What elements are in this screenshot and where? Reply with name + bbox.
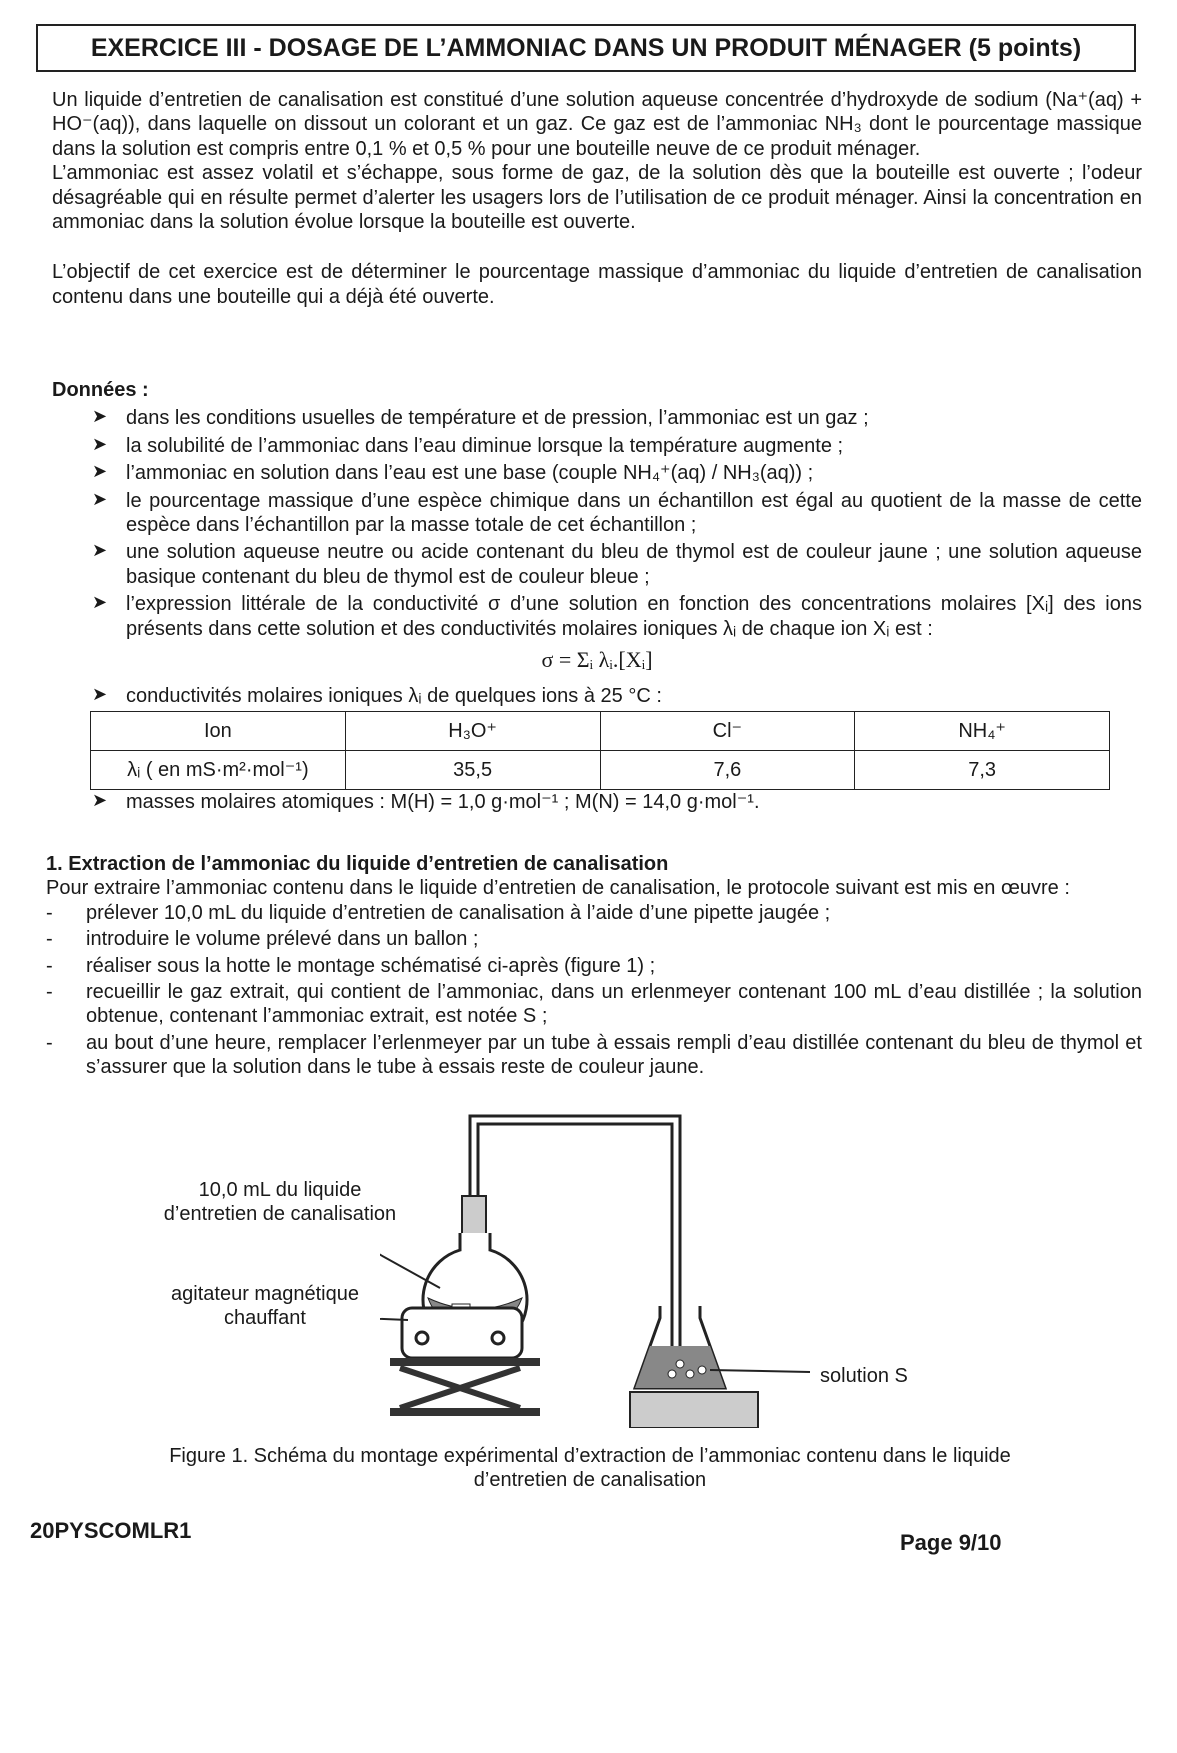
exercise-title: EXERCICE III - DOSAGE DE L’AMMONIAC DANS UN PRODUIT MÉNAGER (5 points): [36, 24, 1136, 72]
table-intro-list: [88, 684, 1142, 708]
exam-code: 20PYSCOMLR1: [30, 1518, 192, 1543]
arrow-bullet-icon: ➤: [92, 488, 108, 509]
table-header-row: [91, 712, 1110, 751]
arrow-bullet-icon: ➤: [92, 540, 108, 561]
table-header-cell: NH₄⁺: [855, 712, 1110, 751]
table-row: [91, 751, 1110, 790]
stirrer-knob: [416, 1332, 428, 1344]
masses-list: [88, 790, 1142, 814]
arrow-bullet-icon: ➤: [92, 461, 108, 482]
donnees-list: [88, 406, 1142, 641]
lab-jack-scissor: [400, 1368, 520, 1408]
dash-bullet: -: [46, 928, 53, 951]
intro-paragraph-3: L’objectif de cet exercice est de déterminer le pourcentage massique d’ammoniac du liquide d’entretien de canalisation contenu dans une bouteille qui a déjà été ouverte.: [52, 261, 1142, 308]
table-cell: 35,5: [345, 751, 600, 790]
gas-bubble: [668, 1370, 676, 1378]
ion-conductivity-table: [90, 711, 1110, 790]
donnees-item: ➤ dans les conditions usuelles de température et de pression, l’ammoniac est un gaz ;: [92, 406, 869, 430]
donnees-section: [52, 378, 1142, 818]
donnees-heading: Données :: [52, 379, 149, 401]
gas-bubble: [686, 1370, 694, 1378]
protocol-step: - au bout d’une heure, remplacer l’erlenmeyer par un tube à essais rempli d’eau distillée contenant du bleu de thymol et s’assurer que la solution dans le tube à essais reste de couleur jaune.: [46, 1031, 1142, 1079]
donnees-item: ➤ l’ammoniac en solution dans l’eau est une base (couple NH₄⁺(aq) / NH₃(aq)) ;: [92, 461, 814, 485]
protocol-step: - prélever 10,0 mL du liquide d’entretien de canalisation à l’aide d’une pipette jaugée ;: [46, 901, 831, 924]
protocol-step: - recueillir le gaz extrait, qui contient de l’ammoniac, dans un erlenmeyer contenant 100 mL d’eau distillée ; la solution obtenue, contenant l’ammoniac extrait, est notée S ;: [46, 980, 1142, 1028]
donnees-item: ➤ l’expression littérale de la conductivité σ d’une solution en fonction des concentrations molaires [Xᵢ] des ions présents dans cette solution et des conductivités molaires ioniques λᵢ de chaque ion Xᵢ est :: [92, 592, 1142, 640]
table-header-cell: Cl⁻: [600, 712, 855, 751]
arrow-bullet-icon: ➤: [92, 433, 108, 454]
table-cell: 7,3: [855, 751, 1110, 790]
label-stirrer: agitateur magnétique chauffant: [171, 1283, 359, 1330]
stopper: [462, 1196, 486, 1234]
section-1-heading: 1. Extraction de l’ammoniac du liquide d’entretien de canalisation: [46, 853, 669, 875]
section-1-intro: Pour extraire l’ammoniac contenu dans le liquide d’entretien de canalisation, le protocole suivant est mis en œuvre :: [46, 877, 1070, 900]
dash-bullet: -: [46, 954, 53, 977]
dash-bullet: -: [46, 980, 53, 1003]
table-header-cell: Ion: [91, 712, 346, 751]
dash-bullet: -: [46, 1031, 53, 1054]
support-block: [630, 1392, 758, 1428]
conductivity-formula: σ = Σᵢ λᵢ.[Xᵢ]: [541, 646, 653, 672]
protocol-steps: [46, 901, 1142, 1080]
table-intro-item: ➤ conductivités molaires ioniques λᵢ de quelques ions à 25 °C :: [92, 683, 662, 707]
donnees-item: ➤ la solubilité de l’ammoniac dans l’eau diminue lorsque la température augmente ;: [92, 433, 844, 457]
intro-paragraph-2: L’ammoniac est assez volatil et s’échappe, sous forme de gaz, de la solution dès que la bouteille est ouverte ; l’odeur désagréable qui en résulte permet d’alerter les usagers lors de l’utilisation de ce produit ménager. Ainsi la concentration en ammoniac dans la solution évolue lorsque la bouteille est ouverte.: [52, 162, 1142, 233]
table-header-cell: H₃O⁺: [345, 712, 600, 751]
gas-bubble: [698, 1366, 706, 1374]
stirrer-knob: [492, 1332, 504, 1344]
page-number: Page 9/10: [900, 1530, 1002, 1555]
intro-section: [52, 88, 1142, 309]
protocol-step: - introduire le volume prélevé dans un ballon ;: [46, 928, 479, 951]
dash-bullet: -: [46, 901, 53, 924]
section-1: [46, 852, 1142, 1082]
masses-item: ➤ masses molaires atomiques : M(H) = 1,0 g·mol⁻¹ ; M(N) = 14,0 g·mol⁻¹.: [92, 790, 760, 814]
arrow-bullet-icon: ➤: [92, 683, 108, 704]
gas-bubble: [676, 1360, 684, 1368]
arrow-bullet-icon: ➤: [92, 790, 108, 811]
arrow-bullet-icon: ➤: [92, 592, 108, 613]
arrow-bullet-icon: ➤: [92, 406, 108, 427]
label-liquid: 10,0 mL du liquide d’entretien de canalisation: [163, 1179, 397, 1226]
donnees-item: ➤ le pourcentage massique d’une espèce chimique dans un échantillon est égal au quotient de la masse de cette espèce dans l’échantillon par la masse totale de cet échantillon ;: [92, 488, 1142, 536]
lab-jack-top: [390, 1358, 540, 1366]
intro-paragraph-1: Un liquide d’entretien de canalisation est constitué d’une solution aqueuse concentrée d’hydroxyde de sodium (Na⁺(aq) + HO⁻(aq)), dans laquelle on dissout un colorant et un gaz. Ce gaz est de l’ammoniac NH₃ dont le pourcentage massique dans la solution est compris entre 0,1 % et 0,5 % pour une bouteille neuve de ce produit ménager.: [52, 89, 1142, 160]
label-solution-s: solution S: [820, 1365, 908, 1387]
figure-caption: Figure 1. Schéma du montage expérimental d’extraction de l’ammoniac contenu dans le liquide d’entretien de canalisation: [169, 1445, 1011, 1492]
table-cell: 7,6: [600, 751, 855, 790]
protocol-step: - réaliser sous la hotte le montage schématisé ci-après (figure 1) ;: [46, 954, 656, 977]
table-row-label: λᵢ ( en mS·m²·mol⁻¹): [91, 751, 346, 790]
pointer-line-solution: [710, 1370, 810, 1372]
donnees-item: ➤ une solution aqueuse neutre ou acide contenant du bleu de thymol est de couleur jaune ; une solution aqueuse basique contenant du bleu de thymol est de couleur bleue ;: [92, 540, 1142, 588]
lab-jack-base: [390, 1408, 540, 1416]
